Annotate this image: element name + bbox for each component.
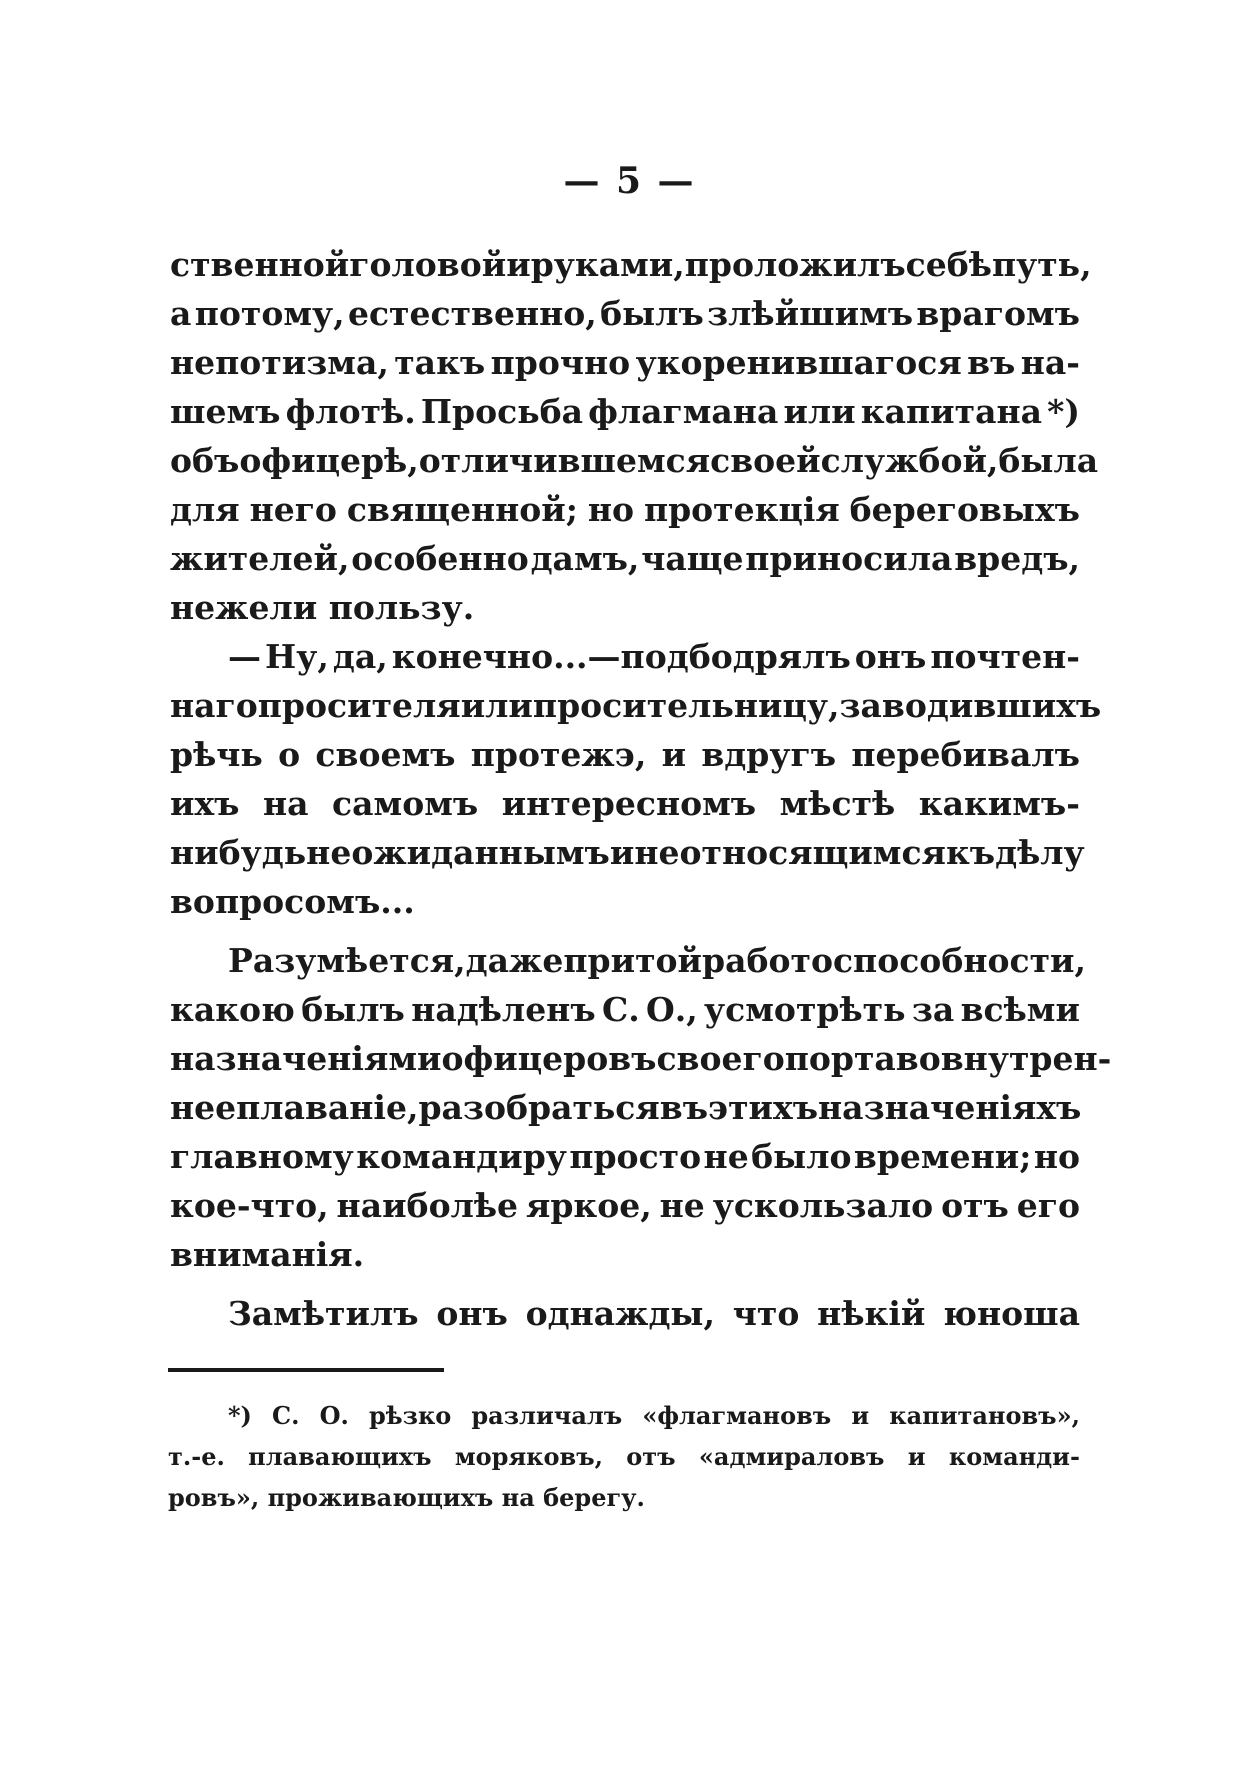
footnote-line: т.-е. плавающихъ моряковъ, отъ «адмираловъ и команди- xyxy=(168,1442,1080,1471)
text-line: а потому, естественно, былъ злѣйшимъ врагомъ xyxy=(170,294,1080,333)
text-line: вопросомъ... xyxy=(170,882,415,921)
text-line: назначеніями офицеровъ своего порта во внутрен- xyxy=(170,1039,1112,1078)
text-line: объ офицерѣ, отличившемся своей службой, была xyxy=(170,441,1099,480)
text-line: Разумѣется, даже при той работоспособности, xyxy=(228,941,1086,980)
paragraph-gap xyxy=(170,926,1080,936)
text-line: — Ну, да, конечно...—подбодрялъ онъ почтен- xyxy=(228,637,1080,676)
text-line: вниманія. xyxy=(170,1235,365,1274)
text-line: какою былъ надѣленъ С. О., усмотрѣть за всѣми xyxy=(170,990,1080,1029)
footnote xyxy=(168,1395,1080,1518)
footnote-line: ровъ», проживающихъ на берегу. xyxy=(168,1483,645,1512)
text-line: главному командиру просто не было времени; но xyxy=(170,1137,1080,1176)
footnote-rule xyxy=(168,1368,444,1372)
text-line: нее плаваніе, разобраться въ этихъ назначеніяхъ xyxy=(170,1088,1082,1127)
text-line: для него священной; но протекція береговыхъ xyxy=(170,490,1080,529)
text-line: шемъ флотѣ. Просьба флагмана или капитана *) xyxy=(170,392,1080,431)
text-line: жителей, особенно дамъ, чаще приносила вредъ, xyxy=(170,539,1080,578)
main-text xyxy=(170,240,1112,1338)
text-line: Замѣтилъ онъ однажды, что нѣкій юноша xyxy=(228,1294,1080,1333)
text-line: ихъ на самомъ интересномъ мѣстѣ какимъ- xyxy=(170,784,1080,823)
text-line: нибудь неожиданнымъ и не относящимся къ дѣлу xyxy=(170,833,1085,872)
text-line: рѣчь о своемъ протежэ, и вдругъ перебивалъ xyxy=(170,735,1080,774)
text-line: наго просителя или просительницу, заводившихъ xyxy=(170,686,1102,725)
text-line: нежели пользу. xyxy=(170,588,475,627)
page-number: — 5 — xyxy=(563,160,696,202)
text-line: кое-что, наиболѣе яркое, не ускользало отъ его xyxy=(170,1186,1080,1225)
text-line: непотизма, такъ прочно укоренившагося въ на- xyxy=(170,343,1080,382)
footnote-line: *) С. О. рѣзко различалъ «флагмановъ и капитановъ», xyxy=(228,1401,1080,1430)
text-line: ственной головой и руками, проложилъ себѣ путь, xyxy=(170,245,1092,284)
paragraph-gap xyxy=(170,1279,1080,1289)
